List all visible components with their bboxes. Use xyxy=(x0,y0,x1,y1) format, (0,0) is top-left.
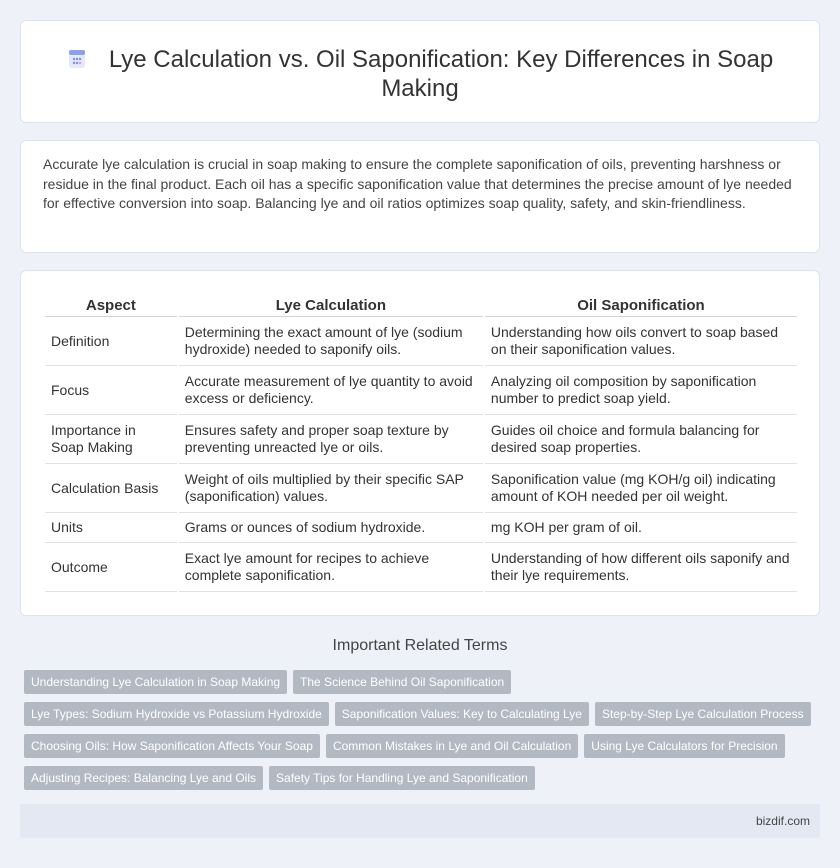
table-row xyxy=(45,543,797,592)
row-oil: Analyzing oil composition by saponification number to predict soap yield. xyxy=(485,366,797,415)
table-row xyxy=(45,366,797,415)
table-header-row xyxy=(45,295,797,317)
row-oil: Guides oil choice and formula balancing for desired soap properties. xyxy=(485,415,797,464)
related-term-tag[interactable]: Safety Tips for Handling Lye and Saponification xyxy=(269,766,535,790)
related-term-tag[interactable]: Saponification Values: Key to Calculating Lye xyxy=(335,702,589,726)
row-lye: Accurate measurement of lye quantity to avoid excess or deficiency. xyxy=(179,366,483,415)
related-term-tag[interactable]: Using Lye Calculators for Precision xyxy=(584,734,784,758)
row-aspect: Units xyxy=(45,513,177,543)
row-oil: Understanding how oils convert to soap based on their saponification values. xyxy=(485,317,797,366)
comparison-card xyxy=(20,270,820,616)
header-oil-saponification: Oil Saponification xyxy=(485,295,797,317)
document-icon xyxy=(67,49,87,69)
related-terms-title: Important Related Terms xyxy=(332,637,508,654)
row-lye: Ensures safety and proper soap texture by preventing unreacted lye or oils. xyxy=(179,415,483,464)
row-lye: Grams or ounces of sodium hydroxide. xyxy=(179,513,483,543)
related-term-tag[interactable]: Understanding Lye Calculation in Soap Making xyxy=(24,670,287,694)
header-aspect: Aspect xyxy=(45,295,177,317)
header-card xyxy=(20,20,820,123)
tag-row xyxy=(24,670,824,702)
footer-brand[interactable]: bizdif.com xyxy=(755,814,810,828)
row-oil: Understanding of how different oils saponify and their lye requirements. xyxy=(485,543,797,592)
related-term-tag[interactable]: Common Mistakes in Lye and Oil Calculation xyxy=(326,734,578,758)
related-term-tag[interactable]: Step-by-Step Lye Calculation Process xyxy=(595,702,811,726)
row-oil: Saponification value (mg KOH/g oil) indicating amount of KOH needed per oil weight. xyxy=(485,464,797,513)
page-title: Lye Calculation vs. Oil Saponification: Key Differences in Soap Making xyxy=(108,46,774,102)
row-lye: Exact lye amount for recipes to achieve complete saponification. xyxy=(179,543,483,592)
row-aspect: Definition xyxy=(45,317,177,366)
table-row xyxy=(45,317,797,366)
intro-text: Accurate lye calculation is crucial in soap making to ensure the complete saponification of oils, preventing harshness or residue in the final product. Each oil has a specific saponification value that determines the precise amount of lye needed for effective conversion into soap. Balancing lye and oil ratios optimizes soap quality, safety, and skin-friendliness. xyxy=(43,156,792,211)
table-row xyxy=(45,415,797,464)
related-term-tag[interactable]: Lye Types: Sodium Hydroxide vs Potassium Hydroxide xyxy=(24,702,329,726)
row-aspect: Importance in Soap Making xyxy=(45,415,177,464)
tag-row xyxy=(24,734,824,766)
row-lye: Determining the exact amount of lye (sodium hydroxide) needed to saponify oils. xyxy=(179,317,483,366)
table-row xyxy=(45,513,797,543)
row-aspect: Outcome xyxy=(45,543,177,592)
row-aspect: Focus xyxy=(45,366,177,415)
tag-row xyxy=(24,702,824,734)
table-row xyxy=(45,464,797,513)
comparison-table xyxy=(43,295,799,592)
row-lye: Weight of oils multiplied by their specific SAP (saponification) values. xyxy=(179,464,483,513)
intro-card xyxy=(20,140,820,253)
footer xyxy=(20,804,820,838)
related-term-tag[interactable]: Choosing Oils: How Saponification Affects Your Soap xyxy=(24,734,320,758)
page-title-wrap xyxy=(61,45,779,103)
row-oil: mg KOH per gram of oil. xyxy=(485,513,797,543)
related-terms-list xyxy=(24,670,824,798)
related-term-tag[interactable]: The Science Behind Oil Saponification xyxy=(293,670,511,694)
tag-row xyxy=(24,766,824,798)
row-aspect: Calculation Basis xyxy=(45,464,177,513)
header-lye-calculation: Lye Calculation xyxy=(179,295,483,317)
related-term-tag[interactable]: Adjusting Recipes: Balancing Lye and Oils xyxy=(24,766,263,790)
